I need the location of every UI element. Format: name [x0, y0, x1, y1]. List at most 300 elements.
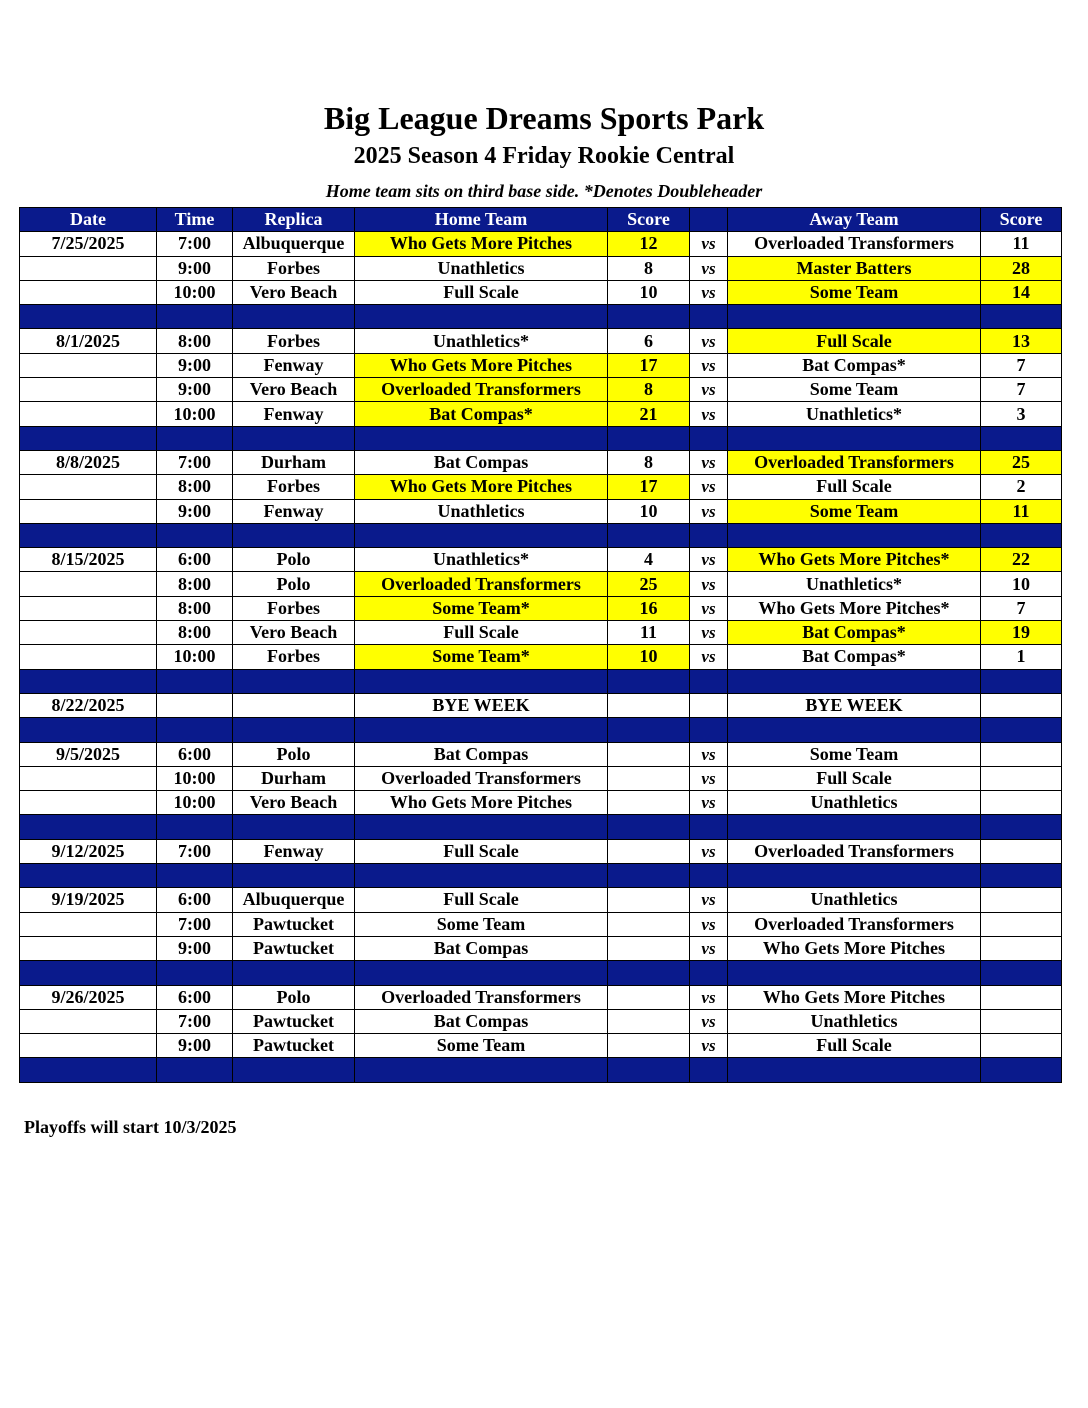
separator-cell	[20, 864, 157, 888]
week-separator-row	[20, 961, 1062, 985]
week-separator-row	[20, 864, 1062, 888]
away-team-cell: Unathletics*	[728, 402, 981, 426]
separator-cell	[981, 305, 1062, 329]
replica-cell: Polo	[233, 985, 355, 1009]
home-score-cell: 12	[608, 232, 690, 256]
time-cell: 8:00	[157, 621, 233, 645]
replica-cell: Vero Beach	[233, 791, 355, 815]
separator-cell	[157, 305, 233, 329]
away-score-cell	[981, 742, 1062, 766]
game-row	[20, 572, 1062, 596]
separator-cell	[157, 961, 233, 985]
home-score-cell: 10	[608, 499, 690, 523]
home-score-cell	[608, 888, 690, 912]
time-cell	[157, 693, 233, 717]
separator-cell	[608, 1058, 690, 1082]
away-score-cell	[981, 766, 1062, 790]
replica-cell: Polo	[233, 572, 355, 596]
game-row	[20, 693, 1062, 717]
away-score-cell	[981, 912, 1062, 936]
date-cell	[20, 766, 157, 790]
separator-cell	[981, 815, 1062, 839]
time-cell: 10:00	[157, 766, 233, 790]
away-team-cell: Some Team	[728, 280, 981, 304]
home-score-cell	[608, 791, 690, 815]
replica-cell: Forbes	[233, 645, 355, 669]
time-cell: 8:00	[157, 596, 233, 620]
date-cell	[20, 572, 157, 596]
away-team-cell: Some Team	[728, 378, 981, 402]
separator-cell	[233, 305, 355, 329]
away-team-cell: Full Scale	[728, 329, 981, 353]
vs-cell: vs	[690, 621, 728, 645]
game-row	[20, 645, 1062, 669]
time-cell: 9:00	[157, 936, 233, 960]
away-team-cell: Full Scale	[728, 1034, 981, 1058]
time-cell: 9:00	[157, 378, 233, 402]
separator-cell	[981, 718, 1062, 742]
date-cell: 9/5/2025	[20, 742, 157, 766]
home-team-cell: Overloaded Transformers	[355, 378, 608, 402]
separator-cell	[233, 669, 355, 693]
away-score-cell	[981, 936, 1062, 960]
separator-cell	[690, 305, 728, 329]
time-cell: 6:00	[157, 742, 233, 766]
replica-cell: Polo	[233, 742, 355, 766]
col-header-home-team: Home Team	[355, 208, 608, 232]
separator-cell	[20, 669, 157, 693]
date-cell: 9/19/2025	[20, 888, 157, 912]
away-team-cell: Overloaded Transformers	[728, 450, 981, 474]
replica-cell: Fenway	[233, 499, 355, 523]
separator-cell	[355, 305, 608, 329]
replica-cell: Pawtucket	[233, 1034, 355, 1058]
week-separator-row	[20, 669, 1062, 693]
away-score-cell: 11	[981, 499, 1062, 523]
separator-cell	[728, 815, 981, 839]
game-row	[20, 596, 1062, 620]
vs-cell: vs	[690, 766, 728, 790]
date-cell	[20, 791, 157, 815]
vs-cell: vs	[690, 936, 728, 960]
vs-cell: vs	[690, 280, 728, 304]
game-row	[20, 402, 1062, 426]
replica-cell: Vero Beach	[233, 280, 355, 304]
separator-cell	[233, 815, 355, 839]
game-row	[20, 450, 1062, 474]
away-score-cell	[981, 791, 1062, 815]
time-cell: 7:00	[157, 1009, 233, 1033]
away-score-cell	[981, 888, 1062, 912]
col-header-date: Date	[20, 208, 157, 232]
away-score-cell: 19	[981, 621, 1062, 645]
col-header-time: Time	[157, 208, 233, 232]
vs-cell: vs	[690, 839, 728, 863]
away-score-cell: 14	[981, 280, 1062, 304]
header-note: Home team sits on third base side. *Denotes Doubleheader	[325, 181, 763, 201]
date-cell	[20, 378, 157, 402]
game-row	[20, 839, 1062, 863]
time-cell: 9:00	[157, 499, 233, 523]
home-score-cell: 10	[608, 645, 690, 669]
replica-cell: Vero Beach	[233, 378, 355, 402]
away-score-cell: 22	[981, 548, 1062, 572]
week-separator-row	[20, 305, 1062, 329]
separator-cell	[355, 864, 608, 888]
game-row	[20, 329, 1062, 353]
separator-cell	[690, 669, 728, 693]
game-row	[20, 791, 1062, 815]
separator-cell	[690, 718, 728, 742]
date-cell: 8/8/2025	[20, 450, 157, 474]
home-score-cell: 4	[608, 548, 690, 572]
separator-cell	[20, 961, 157, 985]
date-cell: 9/12/2025	[20, 839, 157, 863]
separator-cell	[728, 305, 981, 329]
away-team-cell: Overloaded Transformers	[728, 839, 981, 863]
home-team-cell: Unathletics*	[355, 548, 608, 572]
separator-cell	[355, 669, 608, 693]
vs-cell: vs	[690, 548, 728, 572]
away-score-cell: 7	[981, 353, 1062, 377]
away-score-cell: 2	[981, 475, 1062, 499]
home-score-cell	[608, 985, 690, 1009]
time-cell: 6:00	[157, 548, 233, 572]
separator-cell	[233, 426, 355, 450]
game-row	[20, 280, 1062, 304]
replica-cell: Pawtucket	[233, 936, 355, 960]
home-score-cell: 17	[608, 475, 690, 499]
replica-cell: Polo	[233, 548, 355, 572]
separator-cell	[608, 718, 690, 742]
time-cell: 9:00	[157, 353, 233, 377]
date-cell: 7/25/2025	[20, 232, 157, 256]
game-row	[20, 912, 1062, 936]
away-team-cell: Overloaded Transformers	[728, 232, 981, 256]
away-score-cell	[981, 1009, 1062, 1033]
time-cell: 8:00	[157, 329, 233, 353]
separator-cell	[728, 864, 981, 888]
separator-cell	[157, 669, 233, 693]
game-row	[20, 353, 1062, 377]
away-score-cell	[981, 839, 1062, 863]
away-team-cell: Who Gets More Pitches*	[728, 596, 981, 620]
home-score-cell: 6	[608, 329, 690, 353]
game-row	[20, 985, 1062, 1009]
replica-cell: Fenway	[233, 839, 355, 863]
replica-cell: Albuquerque	[233, 232, 355, 256]
home-team-cell: Some Team	[355, 912, 608, 936]
vs-cell: vs	[690, 450, 728, 474]
away-score-cell: 3	[981, 402, 1062, 426]
home-score-cell	[608, 839, 690, 863]
date-cell	[20, 596, 157, 620]
home-team-cell: Bat Compas	[355, 742, 608, 766]
time-cell: 8:00	[157, 572, 233, 596]
game-row	[20, 378, 1062, 402]
game-row	[20, 1034, 1062, 1058]
separator-cell	[981, 961, 1062, 985]
away-score-cell: 11	[981, 232, 1062, 256]
separator-cell	[157, 1058, 233, 1082]
date-cell	[20, 912, 157, 936]
separator-cell	[608, 523, 690, 547]
replica-cell	[233, 693, 355, 717]
vs-cell: vs	[690, 912, 728, 936]
away-team-cell: Who Gets More Pitches*	[728, 548, 981, 572]
away-score-cell: 7	[981, 378, 1062, 402]
replica-cell: Durham	[233, 450, 355, 474]
table-body	[20, 232, 1062, 1082]
date-cell	[20, 475, 157, 499]
schedule-table	[19, 207, 1062, 1083]
separator-cell	[690, 523, 728, 547]
home-score-cell	[608, 936, 690, 960]
date-cell: 8/15/2025	[20, 548, 157, 572]
page-title: Big League Dreams Sports Park	[323, 100, 765, 136]
away-team-cell: Full Scale	[728, 475, 981, 499]
date-cell	[20, 1034, 157, 1058]
time-cell: 10:00	[157, 402, 233, 426]
away-score-cell: 1	[981, 645, 1062, 669]
vs-cell: vs	[690, 1009, 728, 1033]
date-cell	[20, 936, 157, 960]
separator-cell	[608, 864, 690, 888]
vs-cell: vs	[690, 888, 728, 912]
away-team-cell: Master Batters	[728, 256, 981, 280]
home-score-cell	[608, 693, 690, 717]
col-header-away-team: Away Team	[728, 208, 981, 232]
home-team-cell: Who Gets More Pitches	[355, 791, 608, 815]
replica-cell: Forbes	[233, 596, 355, 620]
col-header-vs	[690, 208, 728, 232]
table-header-row	[20, 208, 1062, 232]
home-team-cell: Full Scale	[355, 839, 608, 863]
week-separator-row	[20, 1058, 1062, 1082]
time-cell: 6:00	[157, 985, 233, 1009]
vs-cell: vs	[690, 256, 728, 280]
home-score-cell: 8	[608, 378, 690, 402]
separator-cell	[728, 718, 981, 742]
away-score-cell	[981, 1034, 1062, 1058]
home-team-cell: Unathletics*	[355, 329, 608, 353]
separator-cell	[20, 718, 157, 742]
vs-cell: vs	[690, 1034, 728, 1058]
game-row	[20, 742, 1062, 766]
home-team-cell: Who Gets More Pitches	[355, 475, 608, 499]
home-team-cell: Overloaded Transformers	[355, 985, 608, 1009]
time-cell: 6:00	[157, 888, 233, 912]
away-team-cell: Bat Compas*	[728, 645, 981, 669]
separator-cell	[157, 718, 233, 742]
away-team-cell: Who Gets More Pitches	[728, 985, 981, 1009]
separator-cell	[233, 523, 355, 547]
vs-cell: vs	[690, 985, 728, 1009]
col-header-home-score: Score	[608, 208, 690, 232]
home-score-cell: 8	[608, 256, 690, 280]
time-cell: 10:00	[157, 280, 233, 304]
separator-cell	[355, 426, 608, 450]
home-team-cell: Some Team*	[355, 645, 608, 669]
away-score-cell	[981, 985, 1062, 1009]
away-team-cell: Unathletics	[728, 888, 981, 912]
vs-cell: vs	[690, 475, 728, 499]
home-team-cell: Overloaded Transformers	[355, 766, 608, 790]
game-row	[20, 766, 1062, 790]
away-team-cell: Who Gets More Pitches	[728, 936, 981, 960]
home-score-cell	[608, 1034, 690, 1058]
separator-cell	[981, 523, 1062, 547]
vs-cell: vs	[690, 742, 728, 766]
game-row	[20, 1009, 1062, 1033]
away-team-cell: Bat Compas*	[728, 621, 981, 645]
time-cell: 10:00	[157, 791, 233, 815]
away-team-cell: Unathletics*	[728, 572, 981, 596]
separator-cell	[355, 961, 608, 985]
home-team-cell: Bat Compas	[355, 450, 608, 474]
page-subtitle: 2025 Season 4 Friday Rookie Central	[353, 143, 735, 169]
game-row	[20, 256, 1062, 280]
separator-cell	[608, 305, 690, 329]
replica-cell: Fenway	[233, 353, 355, 377]
separator-cell	[981, 864, 1062, 888]
time-cell: 7:00	[157, 839, 233, 863]
separator-cell	[157, 815, 233, 839]
separator-cell	[233, 864, 355, 888]
vs-cell: vs	[690, 329, 728, 353]
away-team-cell: BYE WEEK	[728, 693, 981, 717]
separator-cell	[608, 426, 690, 450]
game-row	[20, 499, 1062, 523]
home-score-cell	[608, 912, 690, 936]
vs-cell: vs	[690, 378, 728, 402]
home-score-cell	[608, 766, 690, 790]
home-score-cell: 10	[608, 280, 690, 304]
separator-cell	[157, 864, 233, 888]
date-cell	[20, 1009, 157, 1033]
home-team-cell: Bat Compas	[355, 1009, 608, 1033]
home-score-cell	[608, 742, 690, 766]
home-score-cell: 16	[608, 596, 690, 620]
home-team-cell: Full Scale	[355, 280, 608, 304]
home-team-cell: Some Team*	[355, 596, 608, 620]
separator-cell	[355, 1058, 608, 1082]
separator-cell	[233, 1058, 355, 1082]
home-score-cell	[608, 1009, 690, 1033]
separator-cell	[690, 426, 728, 450]
vs-cell: vs	[690, 402, 728, 426]
separator-cell	[608, 961, 690, 985]
separator-cell	[20, 1058, 157, 1082]
week-separator-row	[20, 523, 1062, 547]
home-team-cell: Unathletics	[355, 256, 608, 280]
time-cell: 7:00	[157, 912, 233, 936]
away-team-cell: Bat Compas*	[728, 353, 981, 377]
vs-cell	[690, 693, 728, 717]
home-score-cell: 25	[608, 572, 690, 596]
vs-cell: vs	[690, 791, 728, 815]
time-cell: 7:00	[157, 232, 233, 256]
separator-cell	[728, 523, 981, 547]
home-score-cell: 21	[608, 402, 690, 426]
vs-cell: vs	[690, 232, 728, 256]
separator-cell	[981, 426, 1062, 450]
away-score-cell: 13	[981, 329, 1062, 353]
separator-cell	[608, 669, 690, 693]
replica-cell: Pawtucket	[233, 1009, 355, 1033]
vs-cell: vs	[690, 645, 728, 669]
separator-cell	[233, 961, 355, 985]
game-row	[20, 548, 1062, 572]
replica-cell: Forbes	[233, 329, 355, 353]
home-score-cell: 8	[608, 450, 690, 474]
week-separator-row	[20, 426, 1062, 450]
replica-cell: Durham	[233, 766, 355, 790]
date-cell	[20, 256, 157, 280]
away-team-cell: Overloaded Transformers	[728, 912, 981, 936]
separator-cell	[728, 1058, 981, 1082]
home-team-cell: Bat Compas*	[355, 402, 608, 426]
separator-cell	[608, 815, 690, 839]
separator-cell	[20, 815, 157, 839]
home-score-cell: 11	[608, 621, 690, 645]
separator-cell	[690, 815, 728, 839]
time-cell: 9:00	[157, 1034, 233, 1058]
game-row	[20, 888, 1062, 912]
home-team-cell: Unathletics	[355, 499, 608, 523]
home-team-cell: BYE WEEK	[355, 693, 608, 717]
separator-cell	[233, 718, 355, 742]
home-team-cell: Who Gets More Pitches	[355, 353, 608, 377]
separator-cell	[728, 961, 981, 985]
vs-cell: vs	[690, 499, 728, 523]
away-score-cell: 25	[981, 450, 1062, 474]
separator-cell	[20, 523, 157, 547]
separator-cell	[355, 523, 608, 547]
date-cell	[20, 280, 157, 304]
separator-cell	[157, 523, 233, 547]
away-score-cell: 28	[981, 256, 1062, 280]
vs-cell: vs	[690, 596, 728, 620]
home-team-cell: Overloaded Transformers	[355, 572, 608, 596]
home-team-cell: Who Gets More Pitches	[355, 232, 608, 256]
game-row	[20, 936, 1062, 960]
separator-cell	[157, 426, 233, 450]
date-cell	[20, 621, 157, 645]
time-cell: 9:00	[157, 256, 233, 280]
date-cell	[20, 499, 157, 523]
home-team-cell: Bat Compas	[355, 936, 608, 960]
replica-cell: Albuquerque	[233, 888, 355, 912]
game-row	[20, 621, 1062, 645]
away-score-cell	[981, 693, 1062, 717]
away-team-cell: Unathletics	[728, 1009, 981, 1033]
away-score-cell: 10	[981, 572, 1062, 596]
date-cell: 8/1/2025	[20, 329, 157, 353]
separator-cell	[355, 718, 608, 742]
separator-cell	[981, 669, 1062, 693]
game-row	[20, 475, 1062, 499]
col-header-away-score: Score	[981, 208, 1062, 232]
game-row	[20, 232, 1062, 256]
date-cell	[20, 402, 157, 426]
away-team-cell: Full Scale	[728, 766, 981, 790]
date-cell	[20, 645, 157, 669]
home-team-cell: Some Team	[355, 1034, 608, 1058]
date-cell: 9/26/2025	[20, 985, 157, 1009]
separator-cell	[355, 815, 608, 839]
vs-cell: vs	[690, 353, 728, 377]
